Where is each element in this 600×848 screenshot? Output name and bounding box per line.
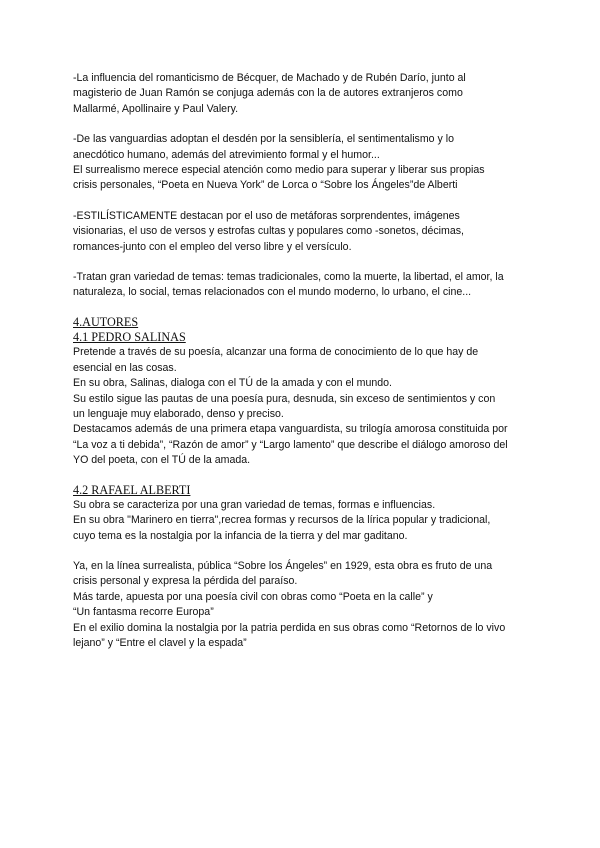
alberti-paragraph-intro — [73, 498, 538, 544]
paragraph-spacer — [73, 255, 538, 270]
paragraph-spacer — [73, 301, 538, 315]
text-line: Destacamos además de una primera etapa vanguardista, su trilogía amorosa constituida por — [73, 423, 508, 436]
subsection-heading-pedro-salinas: 4.1 PEDRO SALINAS — [73, 330, 186, 345]
text-line: En el exilio domina la nostalgia por la patria perdida en sus obras como “Retornos de lo vivo — [73, 621, 506, 634]
intro-paragraph-influences — [73, 71, 538, 117]
text-line: El surrealismo merece especial atención como medio para superar y liberar sus propias — [73, 164, 485, 177]
text-line: Su estilo sigue las pautas de una poesía pura, desnuda, sin exceso de sentimientos y con — [73, 392, 496, 405]
text-line: cuyo tema es la nostalgia por la infancia de la tierra y del mar gaditano. — [73, 529, 408, 542]
text-line: esencial en las cosas. — [73, 361, 177, 374]
text-line: En su obra "Marinero en tierra",recrea formas y recursos de la lírica popular y tradicional, — [73, 514, 491, 527]
text-line: anecdótico humano, además del atrevimiento formal y el humor... — [73, 148, 380, 161]
intro-paragraph-vanguards — [73, 132, 538, 194]
text-line: romances-junto con el empleo del verso libre y el versículo. — [73, 240, 352, 253]
text-line: -De las vanguardias adoptan el desdén por la sensiblería, el sentimentalismo y lo — [73, 133, 455, 146]
text-line: Pretende a través de su poesía, alcanzar una forma de conocimiento de lo que hay de — [73, 346, 479, 359]
text-line: Mallarmé, Apollinaire y Paul Valery. — [73, 102, 239, 115]
text-line: magisterio de Juan Ramón se conjuga además con la de autores extranjeros como — [73, 87, 463, 100]
paragraph-spacer — [73, 544, 538, 559]
alberti-paragraph-surrealism — [73, 559, 538, 651]
intro-paragraph-style — [73, 209, 538, 255]
text-line: naturaleza, lo social, temas relacionados con el mundo moderno, lo urbano, el cine... — [73, 286, 472, 299]
paragraph-spacer — [73, 469, 538, 483]
text-line: “Un fantasma recorre Europa” — [73, 606, 214, 619]
intro-paragraph-themes — [73, 270, 538, 301]
text-line: -Tratan gran variedad de temas: temas tradicionales, como la muerte, la libertad, el amor, la — [73, 271, 504, 284]
text-line: visionarias, el uso de versos y estrofas cultas y populares como -sonetos, décimas, — [73, 225, 464, 238]
text-line: Ya, en la línea surrealista, pública “Sobre los Ángeles” en 1929, esta obra es fruto de una — [73, 559, 493, 572]
text-line: -La influencia del romanticismo de Bécquer, de Machado y de Rubén Darío, junto al — [73, 72, 466, 84]
paragraph-spacer — [73, 194, 538, 209]
text-line: lejano” y “Entre el clavel y la espada” — [73, 636, 247, 649]
text-line: crisis personal y expresa la pérdida del paraíso. — [73, 575, 298, 588]
text-line: “La voz a ti debida”, “Razón de amor” y “Largo lamento” que describe el diálogo amoroso del — [73, 438, 508, 451]
salinas-paragraph — [73, 345, 538, 468]
text-line: un lenguaje muy elaborado, denso y preciso. — [73, 407, 284, 420]
paragraph-spacer — [73, 117, 538, 132]
document-page — [73, 71, 538, 651]
subsection-heading-rafael-alberti: 4.2 RAFAEL ALBERTI — [73, 482, 191, 497]
text-line: Más tarde, apuesta por una poesía civil con obras como “Poeta en la calle” y — [73, 590, 433, 603]
text-line: -ESTILÍSTICAMENTE destacan por el uso de metáforas sorprendentes, imágenes — [73, 209, 460, 222]
text-line: En su obra, Salinas, dialoga con el TÚ de la amada y con el mundo. — [73, 377, 392, 390]
section-heading-authors: 4.AUTORES — [73, 314, 139, 329]
text-line: YO del poeta, con el TÚ de la amada. — [73, 454, 251, 467]
text-line: crisis personales, “Poeta en Nueva York” de Lorca o “Sobre los Ángeles”de Alberti — [73, 179, 458, 192]
text-line: Su obra se caracteriza por una gran variedad de temas, formas e influencias. — [73, 498, 436, 511]
